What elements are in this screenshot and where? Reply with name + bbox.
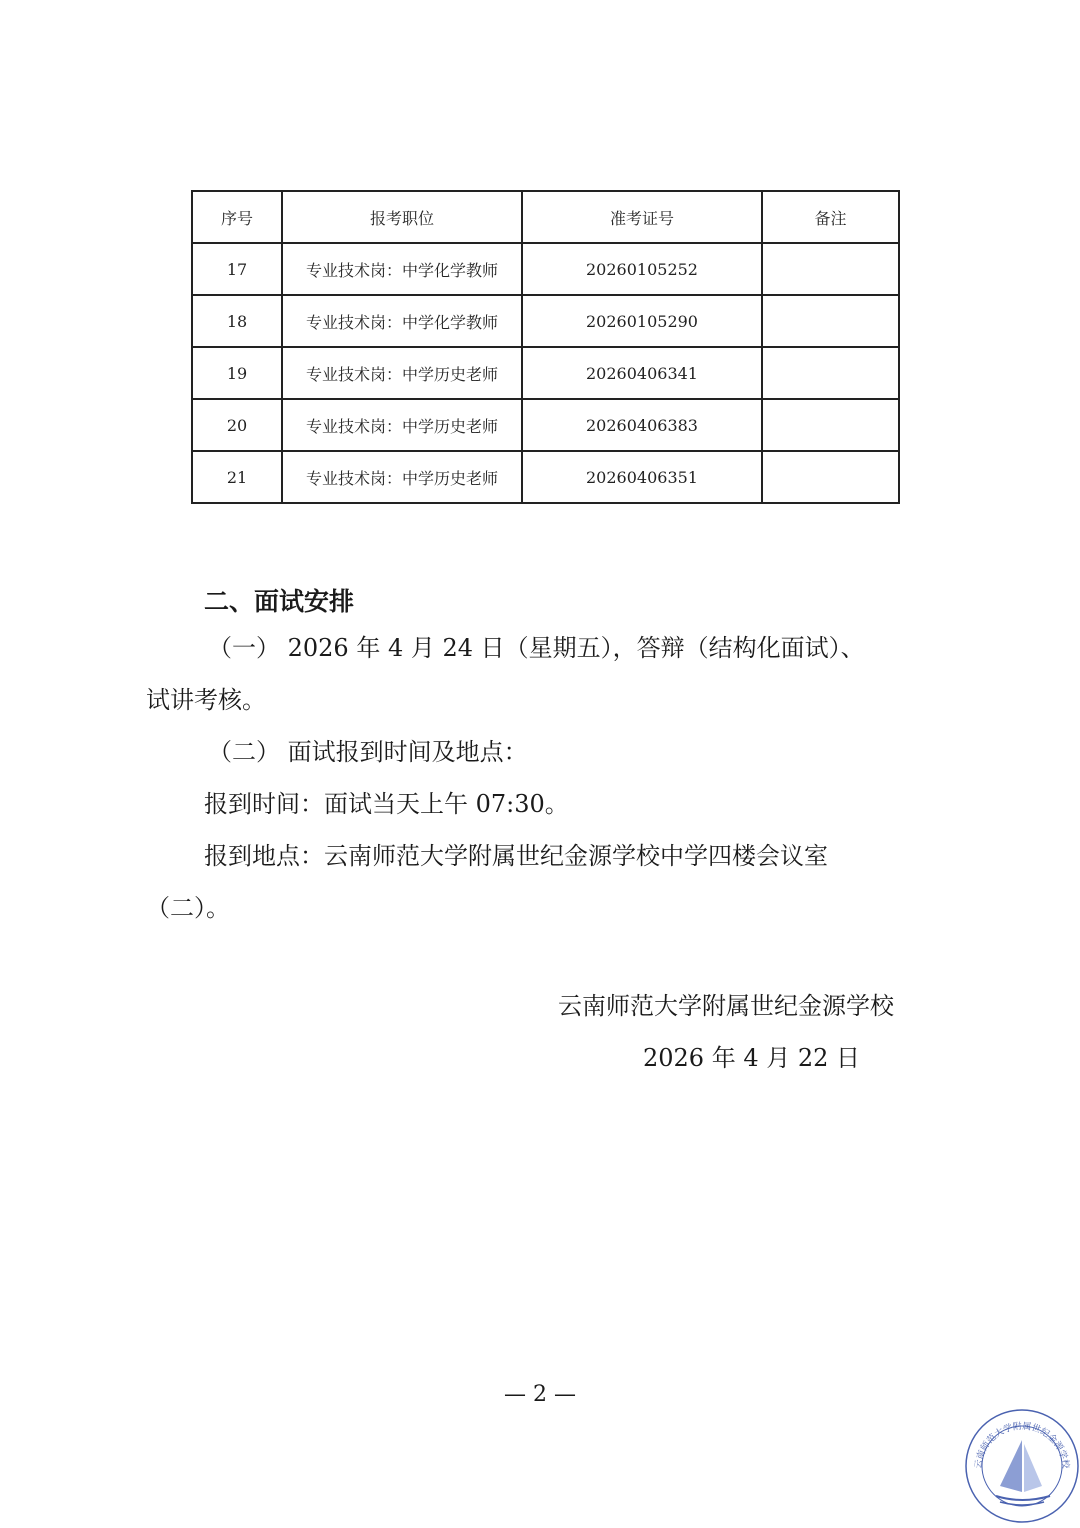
cell-exam-number: 20260105290 bbox=[522, 295, 762, 347]
cell-exam-number: 20260406383 bbox=[522, 399, 762, 451]
report-time: 报到时间：面试当天上午 07:30。 bbox=[204, 790, 569, 818]
candidate-table-container bbox=[191, 190, 900, 504]
cell-position: 专业技术岗：中学化学教师 bbox=[282, 295, 522, 347]
cell-index: 19 bbox=[192, 347, 282, 399]
table-row bbox=[192, 399, 899, 451]
cell-index: 18 bbox=[192, 295, 282, 347]
cell-exam-number: 20260406351 bbox=[522, 451, 762, 503]
table-row bbox=[192, 347, 899, 399]
table-row bbox=[192, 295, 899, 347]
cell-index: 20 bbox=[192, 399, 282, 451]
cell-position: 专业技术岗：中学历史老师 bbox=[282, 347, 522, 399]
item1-line2: 试讲考核。 bbox=[146, 686, 266, 714]
cell-remarks bbox=[762, 295, 899, 347]
cell-index: 17 bbox=[192, 243, 282, 295]
signature-date: 2026 年 4 月 22 日 bbox=[643, 1044, 861, 1072]
item1-line1: （一） 2026 年 4 月 24 日（星期五），答辩（结构化面试）、 bbox=[208, 634, 865, 662]
section-heading: 二、面试安排 bbox=[204, 587, 355, 616]
cell-remarks bbox=[762, 451, 899, 503]
cell-exam-number: 20260406341 bbox=[522, 347, 762, 399]
cell-index: 21 bbox=[192, 451, 282, 503]
header-position: 报考职位 bbox=[282, 191, 522, 243]
cell-exam-number: 20260105252 bbox=[522, 243, 762, 295]
candidate-table bbox=[191, 190, 900, 504]
cell-remarks bbox=[762, 243, 899, 295]
report-place-line1: 报到地点：云南师范大学附属世纪金源学校中学四楼会议室 bbox=[204, 842, 828, 870]
table-row bbox=[192, 451, 899, 503]
item2-heading: （二） 面试报到时间及地点： bbox=[208, 738, 528, 766]
report-place-line2: （二）。 bbox=[146, 894, 230, 922]
cell-position: 专业技术岗：中学化学教师 bbox=[282, 243, 522, 295]
header-exam-number: 准考证号 bbox=[522, 191, 762, 243]
header-index: 序号 bbox=[192, 191, 282, 243]
cell-position: 专业技术岗：中学历史老师 bbox=[282, 399, 522, 451]
cell-remarks bbox=[762, 347, 899, 399]
svg-text:云南师范大学附属世纪金源学校: 云南师范大学附属世纪金源学校 bbox=[973, 1421, 1071, 1470]
cell-remarks bbox=[762, 399, 899, 451]
table-row bbox=[192, 243, 899, 295]
cell-position: 专业技术岗：中学历史老师 bbox=[282, 451, 522, 503]
header-remarks: 备注 bbox=[762, 191, 899, 243]
page-number: — 2 — bbox=[504, 1382, 576, 1407]
table-header-row bbox=[192, 191, 899, 243]
school-seal-logo bbox=[964, 1408, 1080, 1524]
signature-org: 云南师范大学附属世纪金源学校 bbox=[558, 992, 894, 1020]
